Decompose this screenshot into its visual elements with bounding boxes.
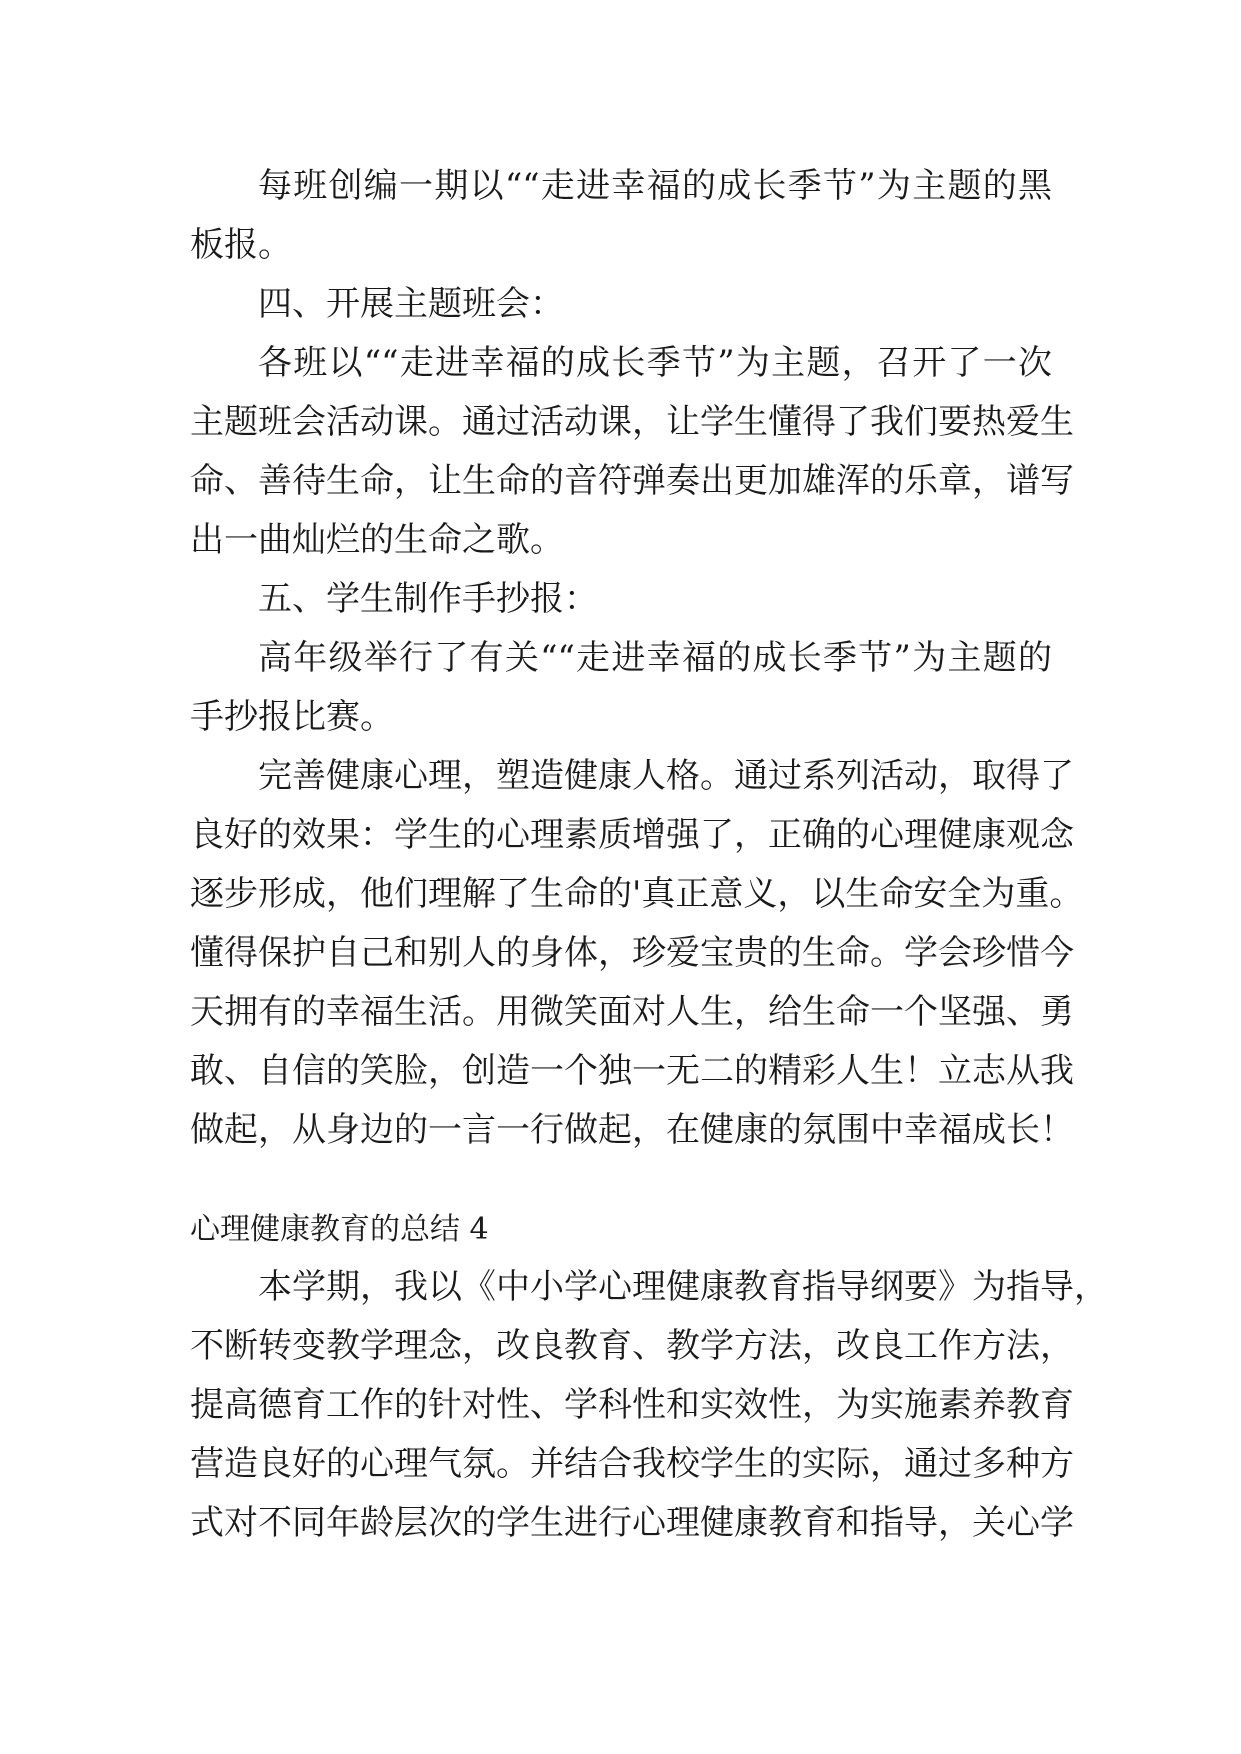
paragraph-line: 天拥有的幸福生活。用微笑面对人生，给生命一个坚强、勇	[190, 992, 1074, 1032]
paragraph-line: 本学期，我以《中小学心理健康教育指导纲要》为指导，	[258, 1267, 1108, 1307]
paragraph-line: 懂得保护自己和别人的身体，珍爱宝贵的生命。学会珍惜今	[190, 933, 1074, 973]
paragraph-line: 敢、自信的笑脸，创造一个独一无二的精彩人生！立志从我	[190, 1051, 1074, 1091]
list-heading-four: 四、开展主题班会：	[258, 284, 564, 324]
paragraph-line: 命、善待生命，让生命的音符弹奏出更加雄浑的乐章，谱写	[190, 461, 1074, 501]
paragraph-line: 各班以““走进幸福的成长季节”为主题，召开了一次	[258, 343, 1052, 383]
list-heading-five: 五、学生制作手抄报：	[258, 579, 598, 619]
paragraph-line: 高年级举行了有关““走进幸福的成长季节”为主题的	[258, 638, 1052, 678]
paragraph-line: 营造良好的心理气氛。并结合我校学生的实际，通过多种方	[190, 1444, 1074, 1484]
paragraph-line: 式对不同年龄层次的学生进行心理健康教育和指导，关心学	[190, 1503, 1074, 1543]
paragraph-line: 完善健康心理，塑造健康人格。通过系列活动，取得了	[258, 756, 1074, 796]
paragraph-line: 良好的效果：学生的心理素质增强了，正确的心理健康观念	[190, 815, 1074, 855]
paragraph-line: 主题班会活动课。通过活动课，让学生懂得了我们要热爱生	[190, 402, 1074, 442]
section-title: 心理健康教育的总结 4	[190, 1212, 489, 1247]
paragraph-line: 手抄报比赛。	[190, 697, 394, 737]
paragraph-line: 每班创编一期以““走进幸福的成长季节”为主题的黑	[258, 166, 1052, 206]
paragraph-line: 板报。	[190, 225, 292, 265]
paragraph-line: 逐步形成，他们理解了生命的'真正意义，以生命安全为重。	[190, 874, 1084, 914]
paragraph-line: 不断转变教学理念，改良教育、教学方法，改良工作方法，	[190, 1326, 1074, 1366]
paragraph-line: 提高德育工作的针对性、学科性和实效性，为实施素养教育	[190, 1385, 1074, 1425]
paragraph-line: 出一曲灿烂的生命之歌。	[190, 520, 564, 560]
paragraph-line: 做起，从身边的一言一行做起，在健康的氛围中幸福成长！	[190, 1110, 1074, 1150]
